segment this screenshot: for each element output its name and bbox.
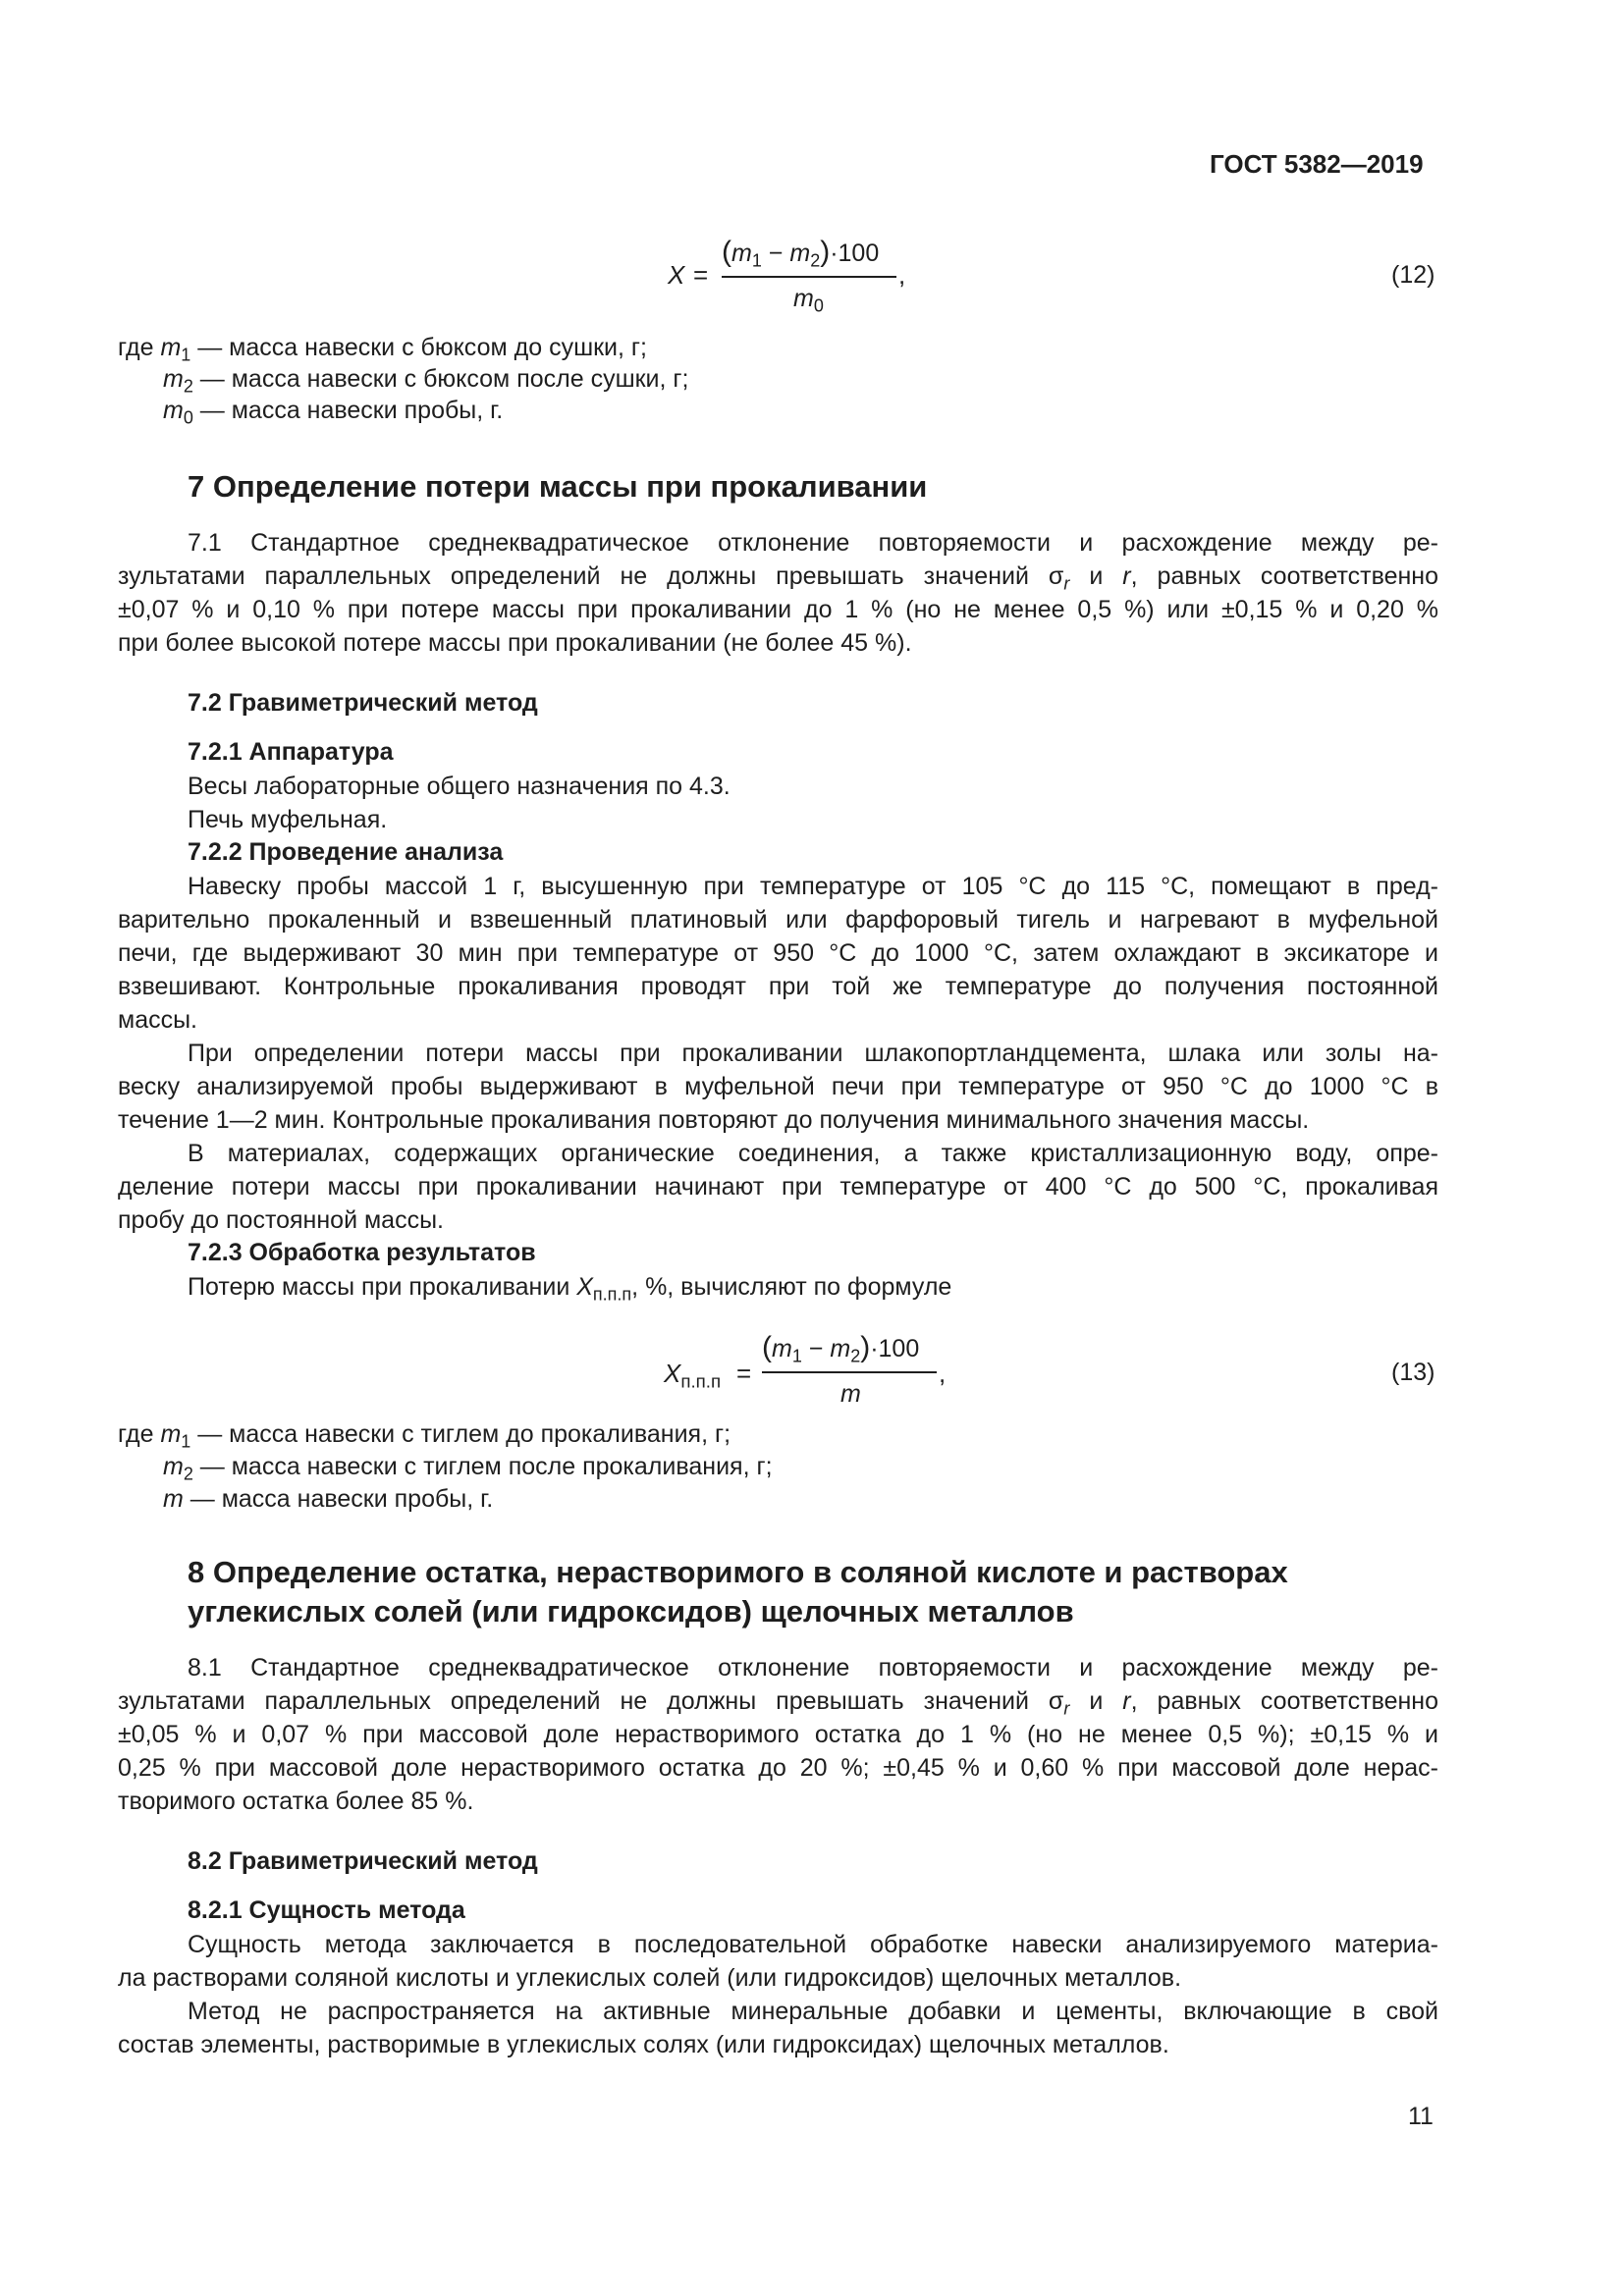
paragraph-line: зультатами параллельных определений не должны превышать значений $\sigma_r$ и r, равных соответственно	[118, 1687, 1438, 1719]
paragraph-line: 8.1 Стандартное среднеквадратическое отклонение повторяемости и расхождение между ре-	[188, 1654, 1438, 1682]
formula-13-denominator: m	[840, 1380, 861, 1408]
paragraph-line: взвешивают. Контрольные прокаливания проводят при той же температуре до получения постоянной	[118, 973, 1438, 1000]
apparatus-item: Весы лабораторные общего назначения по 4.3.	[188, 773, 731, 800]
legend-13-item: m — масса навески пробы, г.	[163, 1485, 494, 1513]
legend-13-item: $m_2$ — масса навески с тиглем после прокаливания, г;	[163, 1453, 773, 1484]
formula-13-fraction-bar	[762, 1371, 937, 1373]
section-8-title: 8 Определение остатка, нерастворимого в соляной кислоте и растворах	[188, 1555, 1288, 1589]
formula-12-numerator: $(m_1 - m_2)\cdot 100$	[722, 236, 880, 271]
paragraph-line: пробу до постоянной массы.	[118, 1206, 444, 1234]
formula-13-number: (13)	[1391, 1359, 1435, 1386]
heading-7-2-3: 7.2.3 Обработка результатов	[188, 1239, 536, 1266]
paragraph-line: ±0,07 % и 0,10 % при потере массы при прокаливании до 1 % (но не менее 0,5 %) или ±0,15 % и 0,20 %	[118, 596, 1438, 623]
formula-13-eq: =	[736, 1359, 752, 1388]
paragraph-line: течение 1—2 мин. Контрольные прокаливания повторяют до получения минимального значения массы.	[118, 1106, 1310, 1134]
paragraph-line: При определении потери массы при прокаливании шлакопортландцемента, шлака или золы на-	[188, 1040, 1438, 1067]
paragraph-line: Навеску пробы массой 1 г, высушенную при температуре от 105 °С до 115 °С, помещают в пред-	[188, 873, 1438, 900]
formula-13-lhs: $X_{п.п.п}$	[664, 1359, 722, 1392]
paragraph-line: В материалах, содержащих органические соединения, а также кристаллизационную воду, опре-	[188, 1140, 1438, 1167]
formula-12-denominator: $m_0$	[793, 285, 824, 316]
paragraph-line: при более высокой потере массы при прокаливании (не более 45 %).	[118, 629, 912, 657]
paragraph-line: веску анализируемой пробы выдерживают в муфельной печи при температуре от 950 °С до 1000 °С в	[118, 1073, 1438, 1100]
legend-12-item: $m_0$ — масса навески пробы, г.	[163, 397, 504, 428]
paragraph-line: состав элементы, растворимые в углекислых солях (или гидроксидах) щелочных металлов.	[118, 2031, 1169, 2058]
document-number: ГОСТ 5382—2019	[1210, 149, 1424, 179]
paragraph-line: зультатами параллельных определений не должны превышать значений $\sigma_r$ и r, равных соответственно	[118, 562, 1438, 594]
heading-7-2-1: 7.2.1 Аппаратура	[188, 738, 394, 766]
formula-12-fraction-bar	[722, 276, 896, 278]
page-number: 11	[1408, 2103, 1434, 2130]
apparatus-item: Печь муфельная.	[188, 806, 388, 833]
paragraph-line: деление потери массы при прокаливании начинают при температуре от 400 °С до 500 °С, прокаливая	[118, 1173, 1438, 1201]
paragraph-line: варительно прокаленный и взвешенный платиновый или фарфоровый тигель и нагревают в муфельной	[118, 906, 1438, 934]
formula-13-numerator: $(m_1 - m_2)\cdot 100$	[762, 1331, 920, 1366]
formula-12-lhs: X	[668, 260, 685, 290]
paragraph-line: 7.1 Стандартное среднеквадратическое отклонение повторяемости и расхождение между ре-	[188, 529, 1438, 557]
formula-12-number: (12)	[1391, 261, 1435, 289]
paragraph-line: Метод не распространяется на активные минеральные добавки и цементы, включающие в свой	[188, 1998, 1438, 2025]
formula-12-comma: ,	[898, 260, 906, 290]
legend-12-item: $m_2$ — масса навески с бюксом после сушки, г;	[163, 365, 689, 397]
paragraph-line: печи, где выдерживают 30 мин при температуре от 950 °С до 1000 °С, затем охлаждают в эксикаторе и	[118, 939, 1438, 967]
section-8-title-cont: углекислых солей (или гидроксидов) щелочных металлов	[188, 1594, 1074, 1629]
legend-12-item: где $m_1$ — масса навески с бюксом до сушки, г;	[118, 334, 647, 365]
formula-13-comma: ,	[939, 1359, 947, 1388]
paragraph-line: Сущность метода заключается в последовательной обработке навески анализируемого материа-	[188, 1931, 1438, 1958]
legend-13-item: где $m_1$ — масса навески с тиглем до прокаливания, г;	[118, 1420, 731, 1452]
paragraph-line: ла растворами соляной кислоты и углекислых солей (или гидроксидов) щелочных металлов.	[118, 1964, 1182, 1992]
calc-intro: Потерю массы при прокаливании $X_{п.п.п}$, %, вычисляют по формуле	[188, 1273, 952, 1305]
section-7-title: 7 Определение потери массы при прокаливании	[188, 469, 928, 504]
heading-7-2: 7.2 Гравиметрический метод	[188, 689, 538, 717]
heading-8-2-1: 8.2.1 Сущность метода	[188, 1896, 465, 1924]
paragraph-line: массы.	[118, 1006, 198, 1034]
heading-8-2: 8.2 Гравиметрический метод	[188, 1847, 538, 1875]
paragraph-line: 0,25 % при массовой доле нерастворимого остатка до 20 %; ±0,45 % и 0,60 % при массовой доле нерас-	[118, 1754, 1438, 1782]
paragraph-line: творимого остатка более 85 %.	[118, 1788, 474, 1815]
paragraph-line: ±0,05 % и 0,07 % при массовой доле нерастворимого остатка до 1 % (но не менее 0,5 %); ±0,15 % и	[118, 1721, 1438, 1748]
heading-7-2-2: 7.2.2 Проведение анализа	[188, 838, 504, 866]
formula-12-eq: =	[693, 260, 709, 290]
